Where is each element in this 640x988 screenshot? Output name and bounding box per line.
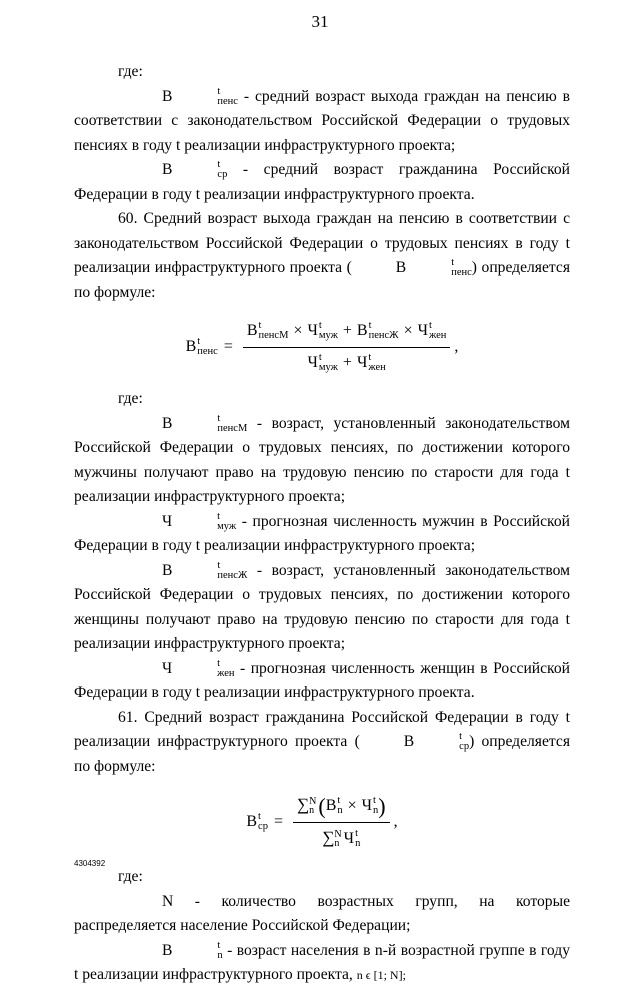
document-body — [74, 60, 570, 988]
symbol-n: N — [162, 892, 174, 910]
where-label-2: где: — [118, 390, 143, 407]
definition-b-pensZh: B t пенсЖ - возраст, установленный законодательством Российской Федерации о трудовых пенсиях, по достижении которого женщины получают право на трудовую пенсию по старости для года t реализации инфраструктурного проекта; — [74, 559, 570, 652]
formula-60-numerator: B t пенсМ × Ч t муж + B t пенсЖ × Ч t жен — [243, 319, 451, 348]
page-number: 31 — [311, 12, 329, 31]
symbol-b-n: B t n — [162, 939, 223, 961]
paragraph-61: 61. Средний возраст гражданина Российской Федерации в году t реализации инфраструктурного проекта ( B t ср ) определяется по формуле: — [74, 708, 570, 775]
formula-60 — [74, 319, 570, 375]
equals-sign: = — [273, 812, 283, 830]
symbol-b-pens: B t пенс — [162, 85, 238, 107]
symbol-ch-zhen: Ч t жен — [162, 657, 235, 679]
definition-b-n: B t n - возраст населения в n-й возрастной группе в году t реализации инфраструктурного проекта, n ϵ [1; N]; — [74, 939, 570, 983]
formula-61-denominator: ∑ N n Ч t n — [322, 827, 361, 849]
formula-61-lhs: B t ср — [246, 811, 268, 833]
formula-61-numerator: ∑ N n (B t n × Ч t n ) — [293, 793, 390, 823]
equals-sign: = — [223, 337, 233, 355]
symbol-b-pensZh: B t пенсЖ — [162, 559, 248, 581]
definition-ch-zhen: Ч t жен - прогнозная численность женщин в Российской Федерации в году t реализации инфраструктурного проекта. — [74, 657, 570, 701]
paragraph-60: 60. Средний возраст выхода граждан на пенсию в соответствии с законодательством Российской Федерации о трудовых пенсиях в году t реализации инфраструктурного проекта ( B t пенс ) определяется по формуле: — [74, 210, 571, 301]
formula-61-fraction — [293, 793, 390, 851]
formula-61 — [74, 793, 570, 851]
symbol-b-sr-inline: B t ср — [403, 731, 470, 753]
formula-60-lhs: B t пенс — [185, 336, 218, 358]
formula-60-comma: , — [454, 337, 459, 355]
definition-n: N - количество возрастных групп, на которые распределяется население Российской Федерации; — [74, 890, 570, 939]
where-label-3: где: — [118, 868, 143, 885]
formula-61-comma: , — [393, 812, 398, 830]
formula-60-denominator: Ч t муж + Ч t жен — [307, 351, 386, 373]
definition-b-pens: B t пенс - средний возраст выхода граждан на пенсию в соответствии с законодательством Российской Федерации о трудовых пенсиях в году t реализации инфраструктурного проекта; — [74, 85, 570, 154]
symbol-ch-muzh: Ч t муж — [162, 510, 237, 532]
definition-b-sr: B t ср - средний возраст гражданина Российской Федерации в году t реализации инфраструктурного проекта. — [74, 159, 570, 203]
symbol-b-pens-inline: B t пенс — [395, 257, 472, 279]
range-n: n ϵ [1; N]; — [356, 968, 406, 982]
where-label-1: где: — [118, 63, 143, 80]
formula-60-fraction — [243, 319, 451, 375]
footer-code: 4304392 — [74, 859, 106, 868]
symbol-b-sr: B t ср — [162, 159, 228, 181]
symbol-b-pensM: B t пенсМ — [162, 412, 248, 434]
definition-ch-muzh: Ч t муж - прогнозная численность мужчин в Российской Федерации в году t реализации инфраструктурного проекта; — [74, 510, 570, 554]
definition-b-pensM: B t пенсМ - возраст, установленный законодательством Российской Федерации о трудовых пенсиях, по достижении которого мужчины получают право на трудовую пенсию по старости для года t реализации инфраструктурного проекта; — [74, 412, 570, 505]
